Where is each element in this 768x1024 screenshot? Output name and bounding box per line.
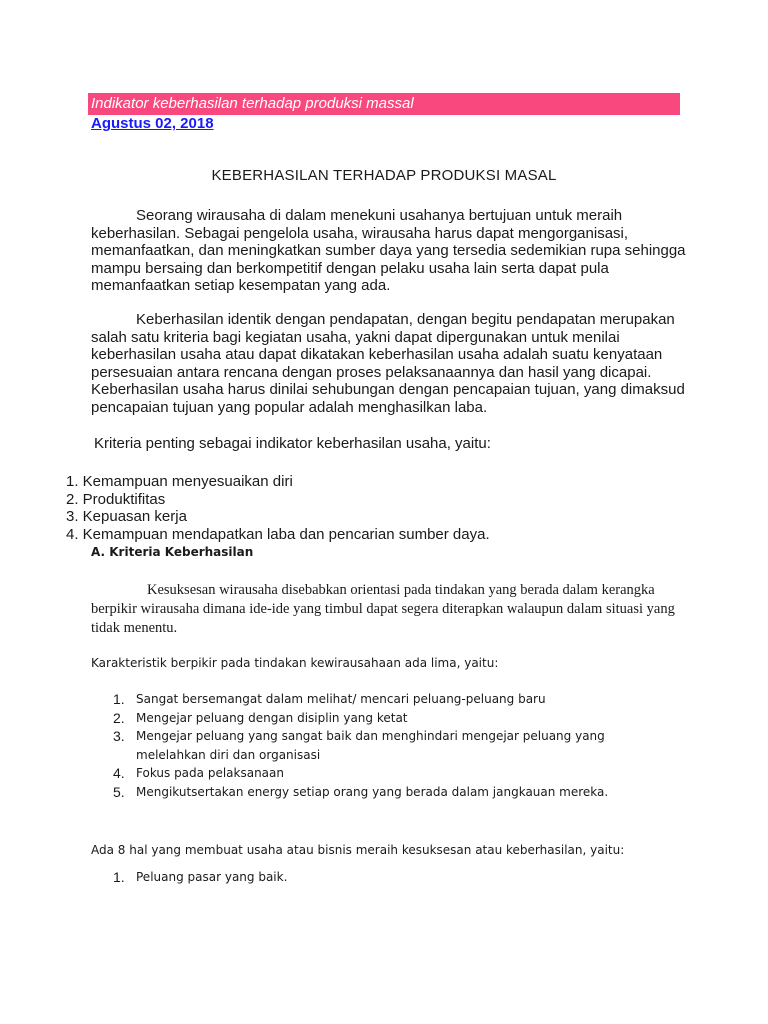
list-item-text: Mengejar peluang yang sangat baik dan menghindari mengejar peluang yang melelahkan diri dan organisasi xyxy=(136,729,605,762)
post-date-link[interactable]: Agustus 02, 2018 xyxy=(91,115,214,132)
characteristics-intro: Karakteristik berpikir pada tindakan kewirausahaan ada lima, yaitu: xyxy=(91,656,499,670)
list-item-text: Peluang pasar yang baik. xyxy=(136,870,288,884)
list-item-text: Sangat bersemangat dalam melihat/ mencari peluang-peluang baru xyxy=(136,692,546,706)
list-number: 1. xyxy=(113,691,125,707)
list-item xyxy=(113,690,656,709)
list-item: 2. Produktifitas xyxy=(66,490,166,508)
list-number: 2. xyxy=(113,709,125,726)
section-a-paragraph-text: Kesuksesan wirausaha disebabkan orientasi pada tindakan yang berada dalam kerangka berpikir wirausaha dimana ide-ide yang timbul dapat segera diterapkan walaupun dalam situasi yang tidak menentu. xyxy=(91,582,675,636)
list-item: 4. Kemampuan mendapatkan laba dan pencarian sumber daya. xyxy=(66,525,490,543)
list-item xyxy=(113,727,656,764)
paragraph-1 xyxy=(91,207,686,295)
list-number: 5. xyxy=(113,783,125,800)
list-item xyxy=(113,764,656,783)
criteria-intro: Kriteria penting sebagai indikator keberhasilan usaha, yaitu: xyxy=(94,435,491,452)
eight-things-list xyxy=(113,868,287,887)
paragraph-2 xyxy=(91,311,686,417)
section-a-heading: A. Kriteria Keberhasilan xyxy=(91,545,254,559)
criteria-list xyxy=(66,473,490,543)
list-number: 1. xyxy=(113,869,125,885)
section-a-paragraph xyxy=(91,581,691,638)
list-item-text: Mengikutsertakan energy setiap orang yang berada dalam jangkauan mereka. xyxy=(136,784,609,799)
list-number: 4. xyxy=(113,765,125,781)
list-item-text: Fokus pada pelaksanaan xyxy=(136,766,284,780)
post-title[interactable]: Indikator keberhasilan terhadap produksi massal xyxy=(88,93,680,115)
list-item: 3. Kepuasan kerja xyxy=(66,508,187,526)
paragraph-2-text: Keberhasilan identik dengan pendapatan, dengan begitu pendapatan merupakan salah satu kriteria bagi kegiatan usaha, yakni dapat dipergunakan untuk menilai keberhasilan usaha atau dapat dikatakan keberhasilan usaha adalah suatu kenyataan persesuaian antara rencana dengan proses pelaksanaannya dan hasil yang dicapai. Keberhasilan usaha harus dinilai sehubungan dengan pencapaian tujuan, yang dimaksud pencapaian tujuan yang popular adalah menghasilkan laba. xyxy=(91,311,685,416)
eight-things-intro: Ada 8 hal yang membuat usaha atau bisnis meraih kesuksesan atau keberhasilan, yaitu: xyxy=(91,843,625,857)
list-item xyxy=(113,709,656,728)
list-item xyxy=(113,783,656,802)
characteristics-list xyxy=(113,690,656,801)
list-item-text: Mengejar peluang dengan disiplin yang ketat xyxy=(136,710,408,725)
list-item xyxy=(113,868,287,887)
paragraph-1-text: Seorang wirausaha di dalam menekuni usahanya bertujuan untuk meraih keberhasilan. Sebagai pengelola usaha, wirausaha harus dapat mengorganisasi, memanfaatkan, dan meningkatkan sumber daya yang tersedia sedemikian rupa sehingga mampu bersaing dan berkompetitif dengan pelaku usaha lain serta dapat pula memanfaatkan setiap kesempatan yang ada. xyxy=(91,207,686,295)
list-item: 1. Kemampuan menyesuaikan diri xyxy=(66,473,293,490)
article-heading: KEBERHASILAN TERHADAP PRODUKSI MASAL xyxy=(211,167,557,184)
list-number: 3. xyxy=(113,728,125,744)
